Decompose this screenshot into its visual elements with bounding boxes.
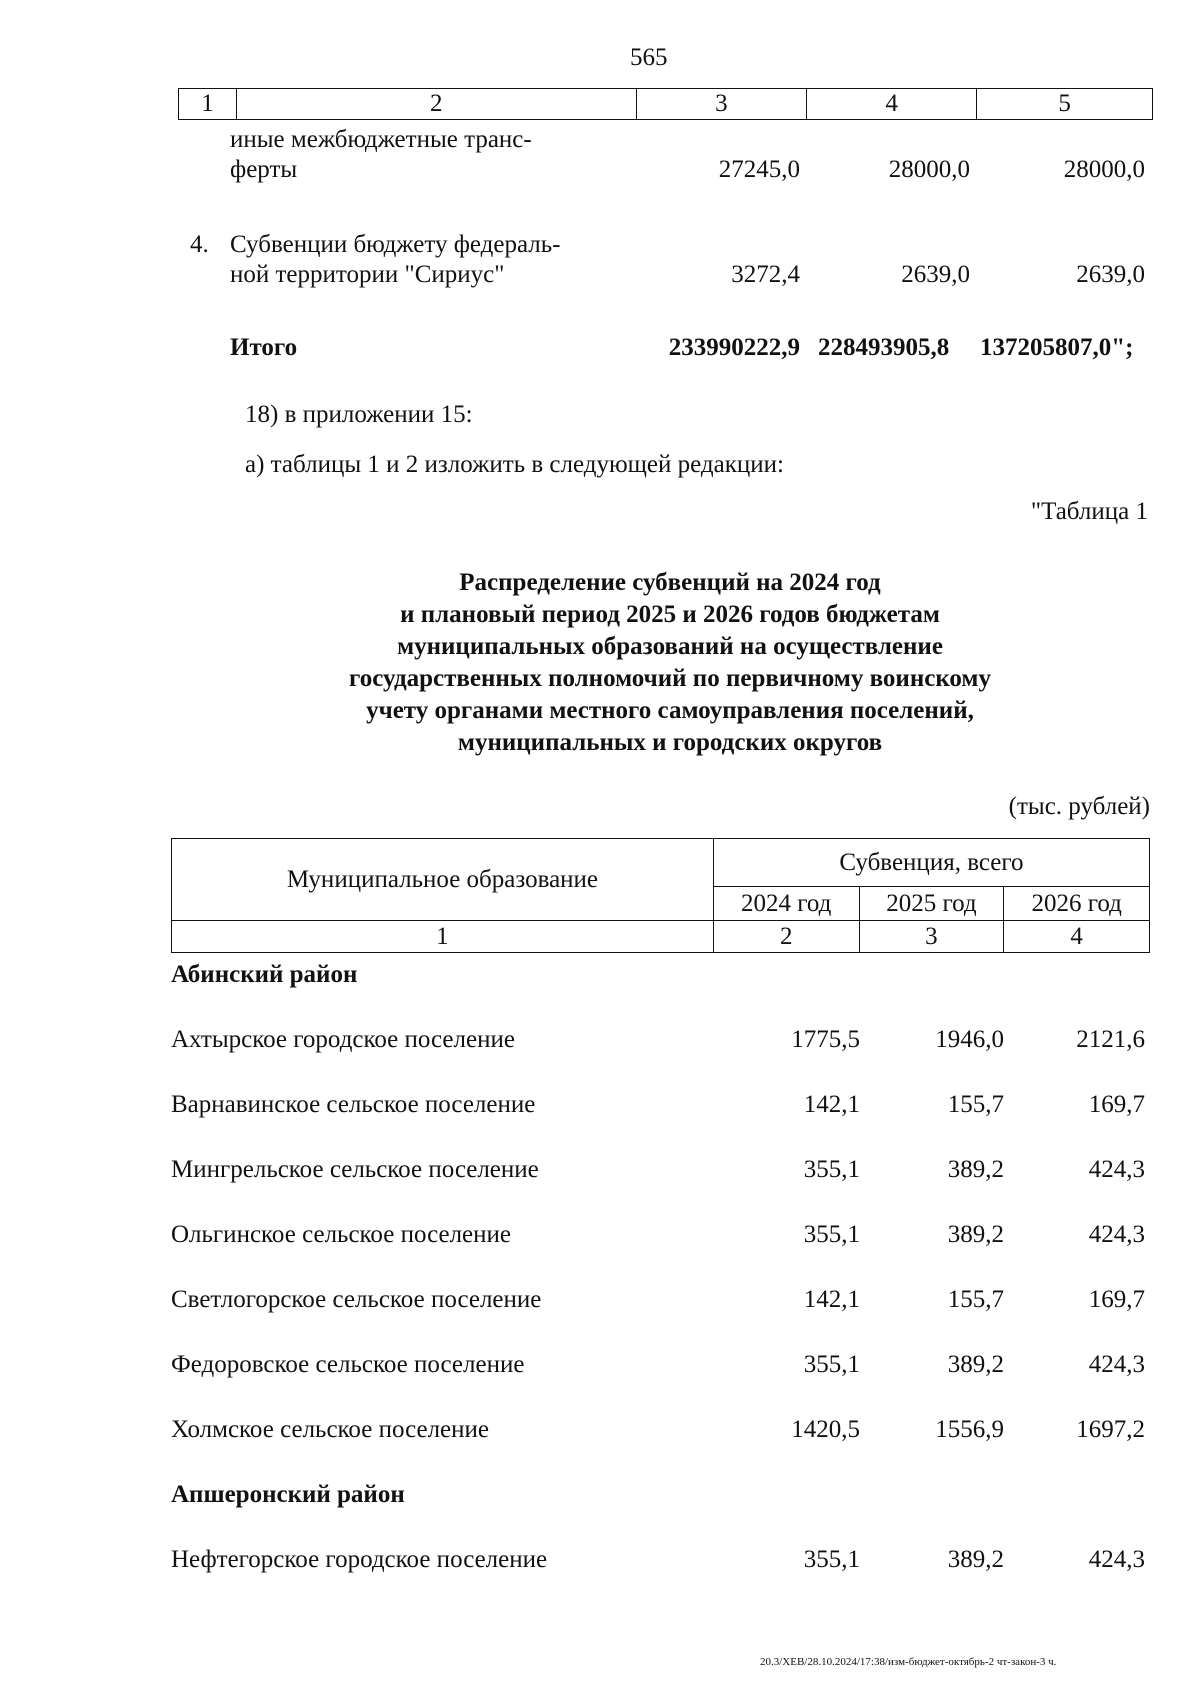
municipality-name: Ольгинское сельское поселение (171, 1221, 511, 1248)
table-title (200, 567, 1140, 759)
row-value-col5: 2639,0 (1076, 261, 1145, 288)
value-2026: 2121,6 (1076, 1026, 1145, 1053)
municipality-name: Ахтырское городское поселение (171, 1026, 515, 1053)
title-line: муниципальных образований на осуществление (397, 633, 943, 660)
row-name-line2: ной территории "Сириус" (230, 261, 505, 288)
total-value-col3: 233990222,9 (668, 334, 800, 361)
value-2026: 169,7 (1088, 1286, 1145, 1313)
row-value-col5: 28000,0 (1063, 156, 1145, 183)
row-name-line2: ферты (230, 156, 298, 183)
row-number: 4. (190, 231, 209, 258)
value-2025: 1946,0 (935, 1026, 1004, 1053)
municipality-name: Мингрельское сельское поселение (171, 1156, 539, 1183)
value-2026: 424,3 (1088, 1351, 1145, 1378)
value-2024: 355,1 (803, 1546, 860, 1573)
municipality-column-header: Муниципальное образование (172, 839, 714, 921)
row-value-col3: 3272,4 (731, 261, 800, 288)
document-footer: 20.3/ХЕВ/28.10.2024/17:38/изм-бюджет-октябрь-2 чт-закон-3 ч. (760, 1656, 1057, 1668)
subvention-column-header: Субвенция, всего (713, 839, 1149, 887)
value-2024: 355,1 (803, 1156, 860, 1183)
units-label: (тыс. рублей) (1008, 793, 1150, 820)
col-3-header: 3 (636, 89, 807, 120)
title-line: государственных полномочий по первичному воинскому (349, 665, 991, 692)
total-value-col5: 137205807,0"; (980, 334, 1134, 361)
continued-table-header (178, 88, 1153, 120)
col-number-4: 4 (1004, 921, 1150, 953)
value-2025: 389,2 (947, 1546, 1004, 1573)
value-2025: 389,2 (947, 1156, 1004, 1183)
value-2026: 424,3 (1088, 1156, 1145, 1183)
year-2025-header: 2025 год (859, 887, 1004, 921)
amendment-item: 18) в приложении 15: (245, 401, 473, 428)
value-2024: 142,1 (803, 1286, 860, 1313)
value-2024: 355,1 (803, 1221, 860, 1248)
col-number-3: 3 (859, 921, 1004, 953)
year-2024-header: 2024 год (713, 887, 859, 921)
value-2024: 142,1 (803, 1091, 860, 1118)
col-1-header: 1 (179, 89, 237, 120)
municipality-name: Холмское сельское поселение (171, 1416, 489, 1443)
col-2-header: 2 (236, 89, 636, 120)
value-2025: 155,7 (947, 1091, 1004, 1118)
col-number-1: 1 (172, 921, 714, 953)
value-2026: 169,7 (1088, 1091, 1145, 1118)
value-2025: 389,2 (947, 1221, 1004, 1248)
row-value-col3: 27245,0 (718, 156, 800, 183)
table-reference: "Таблица 1 (1030, 498, 1148, 525)
value-2024: 1420,5 (791, 1416, 860, 1443)
value-2025: 1556,9 (935, 1416, 1004, 1443)
row-value-col4: 28000,0 (888, 156, 970, 183)
value-2025: 155,7 (947, 1286, 1004, 1313)
value-2025: 389,2 (947, 1351, 1004, 1378)
municipality-name: Федоровское сельское поселение (171, 1351, 525, 1378)
title-line: Распределение субвенций на 2024 год (459, 569, 881, 596)
district-heading: Апшеронский район (171, 1481, 405, 1508)
value-2024: 1775,5 (791, 1026, 860, 1053)
row-name-line1: Субвенции бюджету федераль- (230, 231, 561, 258)
municipality-name: Варнавинское сельское поселение (171, 1091, 536, 1118)
title-line: муниципальных и городских округов (457, 729, 883, 756)
municipality-name: Светлогорское сельское поселение (171, 1286, 542, 1313)
row-name-line1: иные межбюджетные транс- (230, 126, 532, 153)
total-value-col4: 228493905,8 (818, 334, 950, 361)
main-table-header (171, 838, 1150, 953)
value-2026: 424,3 (1088, 1221, 1145, 1248)
total-label: Итого (230, 334, 298, 361)
year-2026-header: 2026 год (1004, 887, 1150, 921)
col-number-2: 2 (713, 921, 859, 953)
amendment-subitem: а) таблицы 1 и 2 изложить в следующей редакции: (245, 451, 784, 478)
municipality-name: Нефтегорское городское поселение (171, 1546, 548, 1573)
district-heading: Абинский район (171, 961, 358, 988)
row-value-col4: 2639,0 (901, 261, 970, 288)
col-4-header: 4 (807, 89, 977, 120)
title-line: и плановый период 2025 и 2026 годов бюджетам (400, 601, 940, 628)
col-5-header: 5 (977, 89, 1153, 120)
value-2024: 355,1 (803, 1351, 860, 1378)
value-2026: 1697,2 (1076, 1416, 1145, 1443)
page-number: 565 (630, 44, 668, 71)
value-2026: 424,3 (1088, 1546, 1145, 1573)
title-line: учету органами местного самоуправления поселений, (366, 697, 974, 724)
